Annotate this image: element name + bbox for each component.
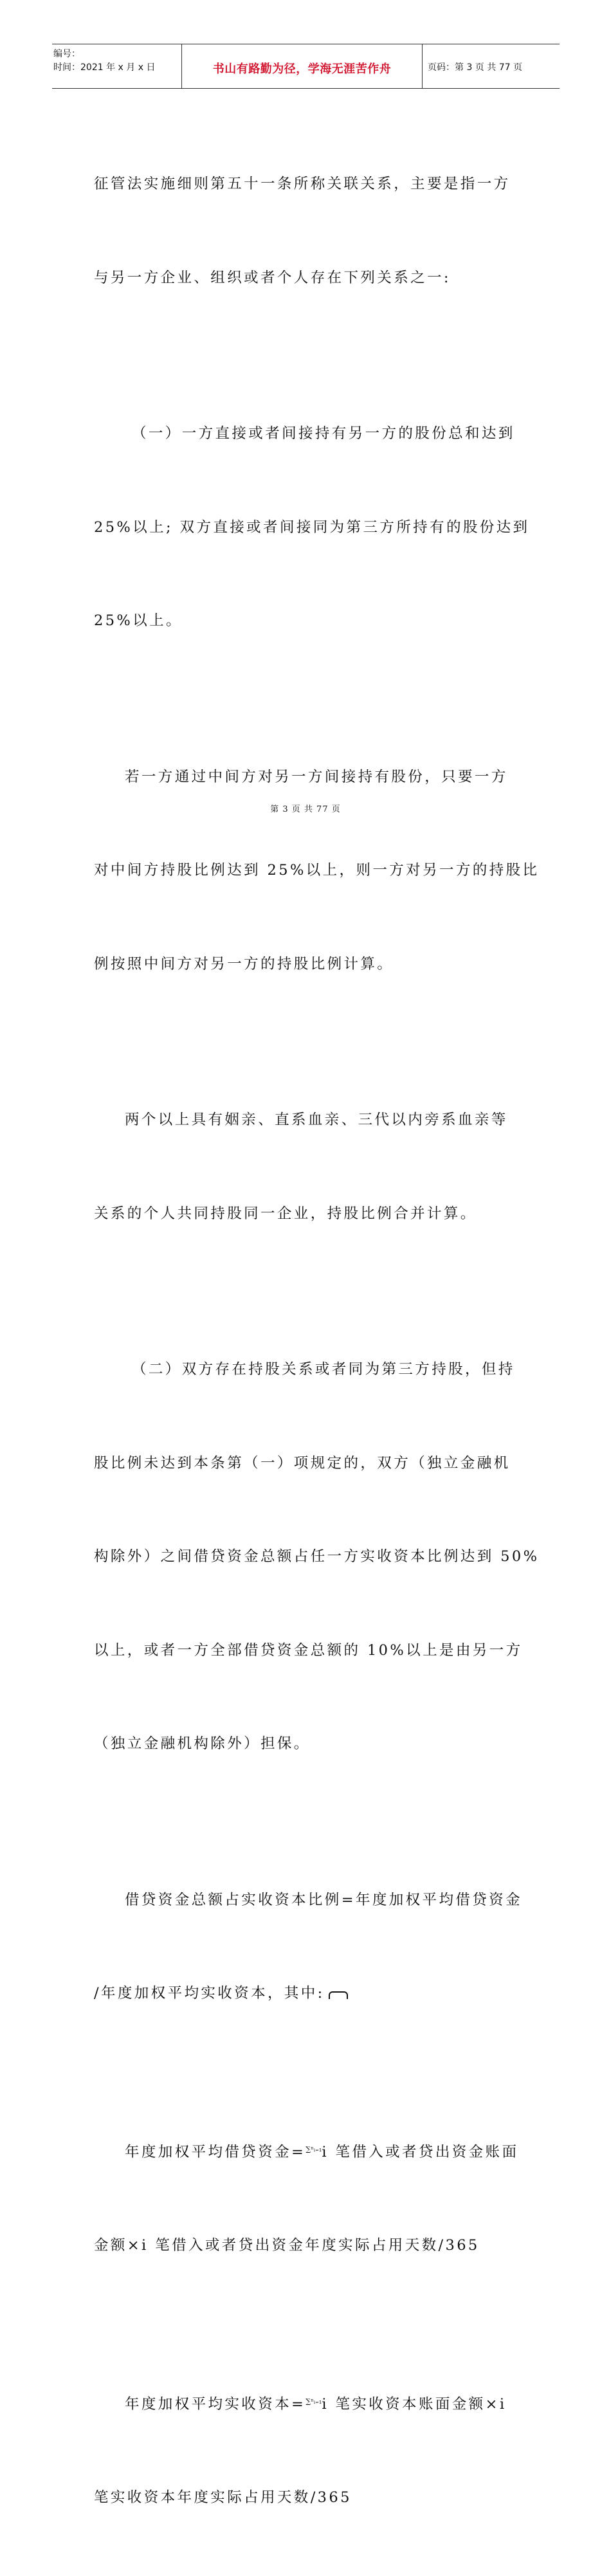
text-line: 对中间方持股比例达到 25%以上，则一方对另一方的持股比 bbox=[94, 862, 540, 879]
document-number-label: 编号： bbox=[53, 49, 80, 59]
page-header bbox=[52, 44, 560, 89]
paragraph-item-two bbox=[94, 1292, 540, 1822]
header-page-info: 页码：第 3 页 共 77 页 bbox=[428, 62, 522, 73]
paragraph-relatives bbox=[94, 1042, 518, 1292]
formula-prefix: 年度加权平均借贷资金= bbox=[125, 2143, 306, 2160]
text-line: 与另一方企业、组织或者个人存在下列关系之一: bbox=[94, 269, 451, 286]
paragraph-loan-formula bbox=[94, 2072, 518, 2324]
text-line: 25%以上; 双方直接或者间接同为第三方所持有的股份达到 bbox=[94, 518, 530, 536]
document-body bbox=[94, 106, 540, 2576]
header-slogan: 书山有路勤为径，学海无涯苦作舟 bbox=[212, 62, 392, 76]
page-footer: 第 3 页 共 77 页 bbox=[270, 805, 341, 814]
text-line: 借贷资金总额占实收资本比例=年度加权平均借贷资金 bbox=[125, 1891, 522, 1908]
text-line: 金额×i 笔借入或者贷出资金年度实际占用天数/365 bbox=[94, 2237, 480, 2254]
text-line: 以上，或者一方全部借贷资金总额的 10%以上是由另一方 bbox=[94, 1641, 523, 1659]
text-line: 若一方通过中间方对另一方间接持有股份，只要一方 bbox=[125, 768, 508, 785]
text-fragment: /年度加权平均实收资本，其中: bbox=[94, 1985, 325, 2002]
text-line: 笔实收资本年度实际占用天数/365 bbox=[94, 2489, 352, 2506]
text-line: 关系的个人共同持股同一企业，持股比例合并计算。 bbox=[94, 1205, 477, 1222]
paragraph-definition bbox=[94, 106, 518, 356]
text-line: 两个以上具有姻亲、直系血亲、三代以内旁系血亲等 bbox=[125, 1111, 508, 1128]
text-line bbox=[94, 2386, 518, 2420]
header-meta-cell bbox=[52, 44, 181, 88]
paragraph-capital-formula bbox=[94, 2324, 518, 2576]
text-line: 征管法实施细则第五十一条所称关联关系，主要是指一方 bbox=[94, 176, 511, 192]
formula-rest: i 笔实收资本账面金额×i bbox=[322, 2395, 507, 2413]
text-line bbox=[94, 2134, 518, 2168]
header-slogan-cell bbox=[181, 44, 423, 88]
text-line bbox=[94, 1978, 518, 2009]
arc-mark-icon bbox=[329, 1991, 348, 1999]
text-line: （一）一方直接或者间接持有另一方的股份总和达到 bbox=[132, 425, 515, 442]
text-line: （独立金融机构除外）担保。 bbox=[94, 1735, 311, 1752]
formula-prefix: 年度加权平均实收资本= bbox=[125, 2395, 306, 2413]
document-time-label: 时间：2021 年 x 月 x 日 bbox=[53, 62, 156, 73]
summation-symbol: ∑ⁿᵢ₌₁ bbox=[306, 2144, 322, 2153]
paragraph-item-one bbox=[94, 356, 530, 699]
text-line: 构除外）之间借贷资金总额占任一方实收资本比例达到 50% bbox=[94, 1548, 540, 1565]
paragraph-indirect-holding bbox=[94, 699, 540, 1043]
text-line: 股比例未达到本条第（一）项规定的，双方（独立金融机 bbox=[94, 1454, 511, 1472]
header-page-cell bbox=[423, 44, 560, 88]
formula-rest: i 笔借入或者贷出资金账面 bbox=[322, 2143, 519, 2160]
text-line: 25%以上。 bbox=[94, 612, 183, 629]
text-line: （二）双方存在持股关系或者同为第三方持股，但持 bbox=[132, 1361, 515, 1378]
text-line: 例按照中间方对另一方的持股比例计算。 bbox=[94, 955, 394, 973]
paragraph-ratio-formula bbox=[94, 1822, 522, 2072]
summation-symbol: ∑ⁿᵢ₌₁ bbox=[306, 2397, 322, 2406]
